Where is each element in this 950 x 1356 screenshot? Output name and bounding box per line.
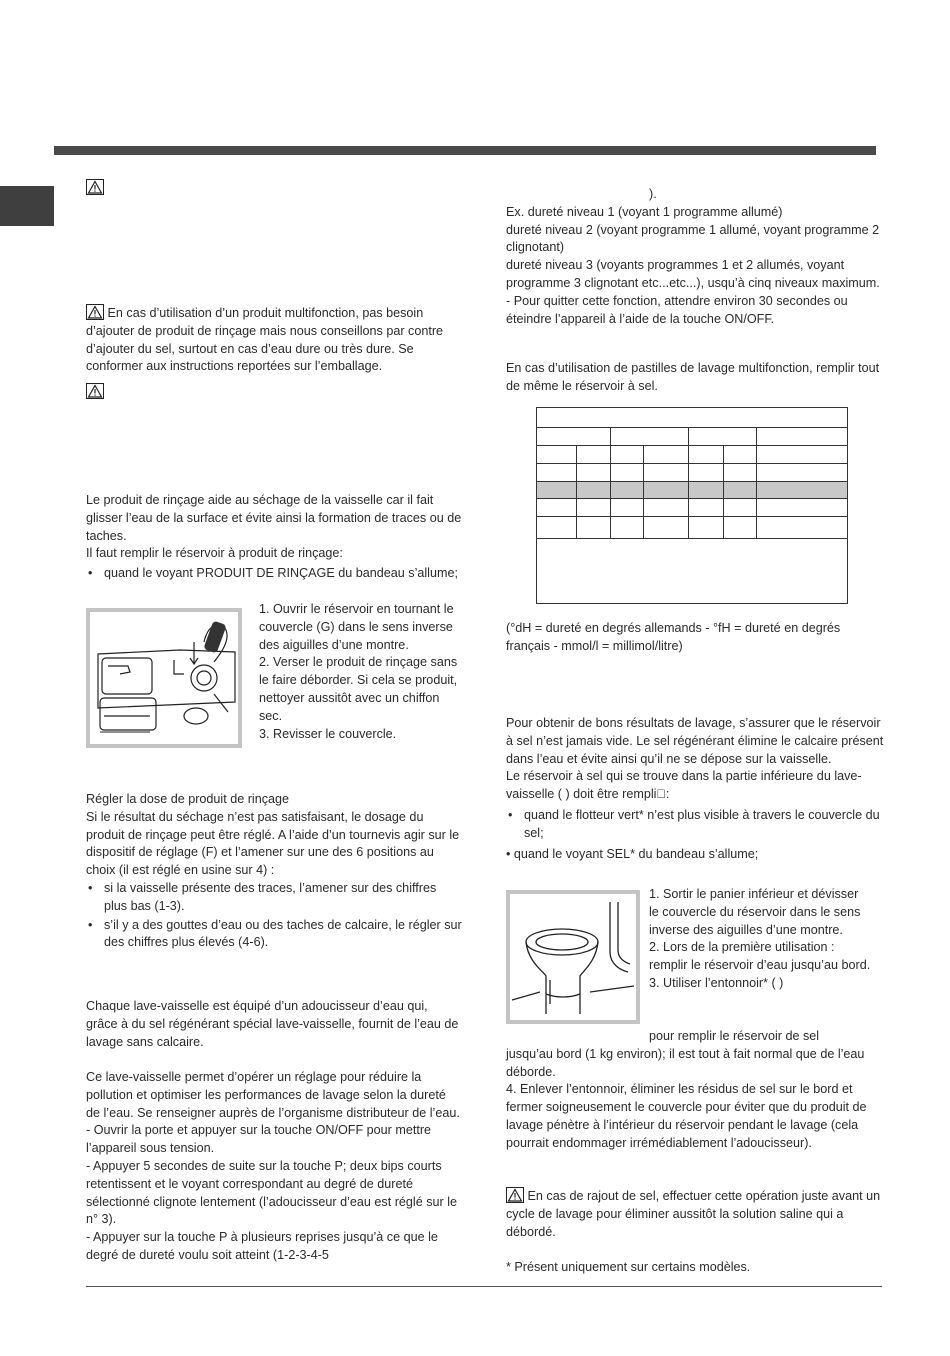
warning-icon [86,304,104,320]
bullet-item: • quand le flotteur vert* n’est plus visible à travers le couvercle du sel; [506,807,886,843]
softener-intro [86,998,462,1051]
paragraph: - Ouvrir la porte et appuyer sur la touche ON/OFF pour mettre l’appareil sous tension. [86,1123,432,1156]
paragraph: Chaque lave-vaisselle est équipé d’un adoucisseur d’eau qui, grâce à du sel régénérant spécial lave-vaisselle, fournit de l’eau de lavage sans calcaire. [86,999,459,1049]
bullet-item: • quand le voyant SEL* du bandeau s’allume; [506,846,759,861]
paragraph: dureté niveau 3 (voyants programmes 1 et 2 allumés, voyant programme 3 clignotant etc...etc...), usqu’à cinq niveaux maximum. [506,258,880,290]
salt-section [506,715,886,863]
step: 1. Ouvrir le réservoir en tournant le couvercle (G) dans le sens inverse des aiguilles d’une montre. [259,602,454,652]
rinse-dose-section [86,791,462,952]
bullet-item: • si la vaisselle présente des traces, l’amener sur des chiffres plus bas (1-3). [86,880,462,916]
multifunction-warning [86,304,462,376]
paragraph: dureté niveau 2 (voyant programme 1 allumé, voyant programme 2 clignotant) [506,222,880,255]
dispenser-illustration [90,612,238,744]
step: pour remplir le réservoir de sel [649,1029,820,1043]
bullet-item: • s’il y a des gouttes d’eau ou des taches de calcaire, le régler sur des chiffres plus élevés (4-6). [86,917,462,953]
units-note [506,620,886,656]
footnote-text: * Présent uniquement sur certains modèles. [506,1260,751,1274]
step: 1. Sortir le panier inférieur et dévisser le couvercle du réservoir dans le sens inverse des aiguilles d’une montre. [649,887,861,937]
salt-steps-narrow [649,886,871,993]
rinse-aid-intro [86,492,462,583]
salt-reservoir-figure [506,890,640,1024]
section-subtitle: Régler la dose de produit de rinçage [86,792,290,806]
warning-text: En cas d’utilisation d’un produit multifonction, pas besoin d’ajouter de produit de rinçage mais nous conseillons par contre d’ajouter du sel, surtout en cas d’eau dure ou très dure. Se conformer aux instructions reportées sur l’emballage. [86,306,444,374]
table-highlight-row [537,481,847,498]
paragraph-continuation: ). [649,187,657,201]
paragraph: En cas d’utilisation de pastilles de lavage multifonction, remplir tout de même le réservoir à sel. [506,361,880,393]
rinse-aid-dispenser-figure [86,608,242,748]
paragraph: Ex. dureté niveau 1 (voyant 1 programme allumé) [506,204,783,219]
paragraph: Le réservoir à sel qui se trouve dans la partie inférieure du lave-vaisselle ( ) doit être rempli : [506,769,862,802]
salt-reservoir-illustration [510,894,636,1020]
paragraph: - Appuyer sur la touche P à plusieurs reprises jusqu’à ce que le degré de dureté voulu soit atteint (1-2-3-4-5 [86,1230,438,1262]
paragraph: (°dH = dureté en degrés allemands - °fH = dureté en degrés français - mmol/l = millimol/litre) [506,621,841,653]
warning-icon [506,1187,524,1203]
step: jusqu’au bord (1 kg environ); il est tout à fait normal que de l’eau déborde. [506,1046,865,1079]
warning-icon [86,179,104,195]
footer-rule [86,1286,882,1287]
section-tab [0,186,54,226]
step: 3. Utiliser l’entonnoir* ( ) [649,975,784,990]
step: 4. Enlever l’entonnoir, éliminer les résidus de sel sur le bord et fermer soigneusement le couvercle pour éviter que du produit de lavage pénètre à l’intérieur du réservoir pendant le lavage (cela pourrait endommager irrémédiablement l’adoucisseur). [506,1082,867,1150]
paragraph: - Appuyer 5 secondes de suite sur la touche P; deux bips courts retentissent et le voyant correspondant au degré de dureté sélectionné clignote lentement (l’adoucisseur d’eau est réglé sur le n° 3). [86,1158,458,1227]
paragraph: Il faut remplir le réservoir à produit de rinçage: [86,546,343,561]
warning-text: En cas de rajout de sel, effectuer cette opération juste avant un cycle de lavage pour éliminer aussitôt la solution saline qui a débordé. [506,1189,881,1239]
step: 2. Verser le produit de rinçage sans le faire déborder. Si cela se produit, nettoyer aussitôt avec un chiffon sec. [259,655,458,723]
warning-icon [86,383,104,399]
step: 2. Lors de la première utilisation : remplir le réservoir d’eau jusqu’au bord. [649,940,871,973]
rinse-aid-steps [259,601,465,743]
tablets-note [506,360,886,396]
hardness-setting-right [506,186,886,328]
hardness-table [536,407,848,604]
header-bar [54,146,876,155]
step: 3. Revisser le couvercle. [259,726,397,741]
hardness-setting-left [86,1069,462,1265]
salt-warning [506,1187,886,1241]
paragraph: Le produit de rinçage aide au séchage de la vaisselle car il fait glisser l’eau de la surface et évite ainsi la formation de traces ou de taches. [86,493,462,543]
bullet-item: • quand le voyant PRODUIT DE RINÇAGE du bandeau s’allume; [86,565,462,583]
paragraph: Ce lave-vaisselle permet d’opérer un réglage pour réduire la pollution et optimiser les performances de lavage selon la dureté de l’eau. Se renseigner auprès de l’organisme distributeur de l’eau. [86,1070,460,1120]
paragraph: Pour obtenir de bons résultats de lavage, s’assurer que le réservoir à sel n’est jamais vide. Le sel régénérant élimine le calcaire présent dans l’eau et évite ainsi qu’il ne se dépose sur la vaisselle. [506,716,884,766]
footnote [506,1259,886,1277]
paragraph: - Pour quitter cette fonction, attendre environ 30 secondes ou éteindre l’appareil à l’aide de la touche ON/OFF. [506,293,848,326]
salt-steps-wide [506,1028,886,1153]
paragraph: Si le résultat du séchage n’est pas satisfaisant, le dosage du produit de rinçage peut être réglé. A l’aide d’un tournevis agir sur le dispositif de réglage (F) et l’amener sur une des 6 positions au choix (il est réglé en usine sur 4) : [86,809,460,878]
